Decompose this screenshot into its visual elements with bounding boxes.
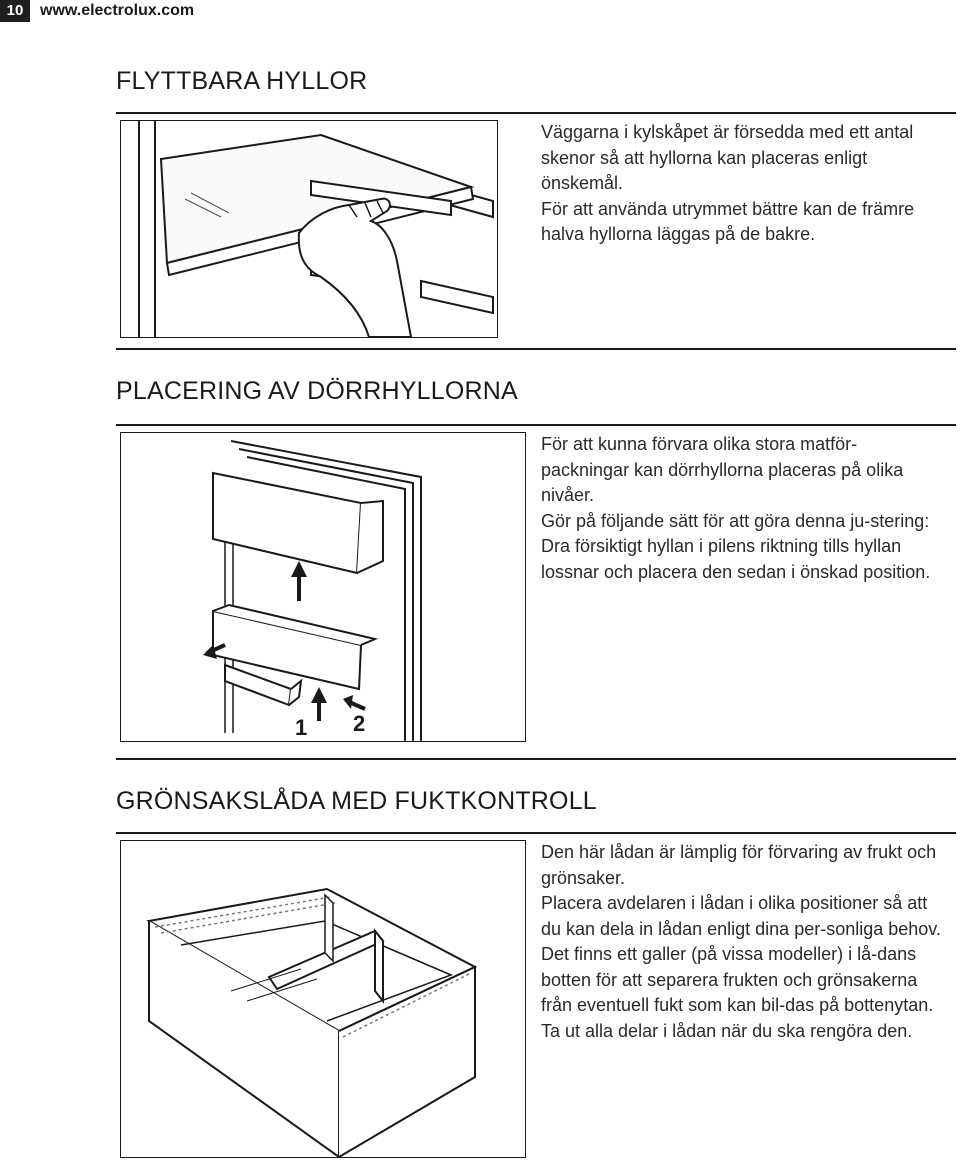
paragraph: För att använda utrymmet bättre kan de främre halva hyllorna läggas på de bakre. bbox=[541, 198, 915, 244]
paragraph: Gör på följande sätt för att göra denna ju-stering: Dra försiktigt hyllan i pilens riktning tills hyllan lossnar och placera den sedan i önskad position. bbox=[541, 510, 931, 582]
shelf-drawing bbox=[121, 121, 497, 337]
paragraph: För att kunna förvara olika stora matför-packningar kan dörrhyllorna placeras på olika nivåer. bbox=[541, 434, 904, 505]
section-rule bbox=[116, 424, 956, 426]
section-rule bbox=[116, 832, 956, 834]
crisper-illustration bbox=[120, 840, 526, 1158]
section-rule bbox=[116, 112, 956, 114]
door-shelves-text bbox=[541, 432, 941, 585]
section-title-crisper: GRÖNSAKSLÅDA MED FUKTKONTROLL bbox=[116, 787, 597, 815]
step-label-1: 1 bbox=[295, 715, 308, 740]
section-rule bbox=[116, 348, 956, 350]
crisper-drawing bbox=[121, 841, 525, 1157]
paragraph: Det finns ett galler (på vissa modeller) i lå-dans botten för att separera frukten och grönsakerna från eventuell fukt som kan bil-das på bottenytan. bbox=[541, 944, 934, 1015]
section-title-movable-shelves: FLYTTBARA HYLLOR bbox=[116, 67, 368, 95]
shelf-illustration bbox=[120, 120, 498, 338]
paragraph: Placera avdelaren i lådan i olika positioner så att du kan dela in lådan enligt dina per-sonliga behov. bbox=[541, 893, 941, 939]
crisper-text bbox=[541, 840, 941, 1044]
step-label-2: 2 bbox=[353, 711, 366, 736]
movable-shelves-text bbox=[541, 120, 941, 248]
section-title-door-shelves: PLACERING AV DÖRRHYLLORNA bbox=[116, 377, 518, 405]
paragraph: Väggarna i kylskåpet är försedda med ett antal skenor så att hyllorna kan placeras enligt önskemål. bbox=[541, 122, 914, 193]
door-shelves-drawing bbox=[121, 433, 525, 741]
page-number: 10 bbox=[0, 0, 30, 22]
paragraph: Ta ut alla delar i lådan när du ska rengöra den. bbox=[541, 1020, 913, 1041]
paragraph: Den här lådan är lämplig för förvaring av frukt och grönsaker. bbox=[541, 842, 937, 888]
door-shelves-illustration bbox=[120, 432, 526, 742]
page-header bbox=[0, 0, 960, 22]
website-url[interactable]: www.electrolux.com bbox=[40, 2, 195, 19]
section-rule bbox=[116, 758, 956, 760]
